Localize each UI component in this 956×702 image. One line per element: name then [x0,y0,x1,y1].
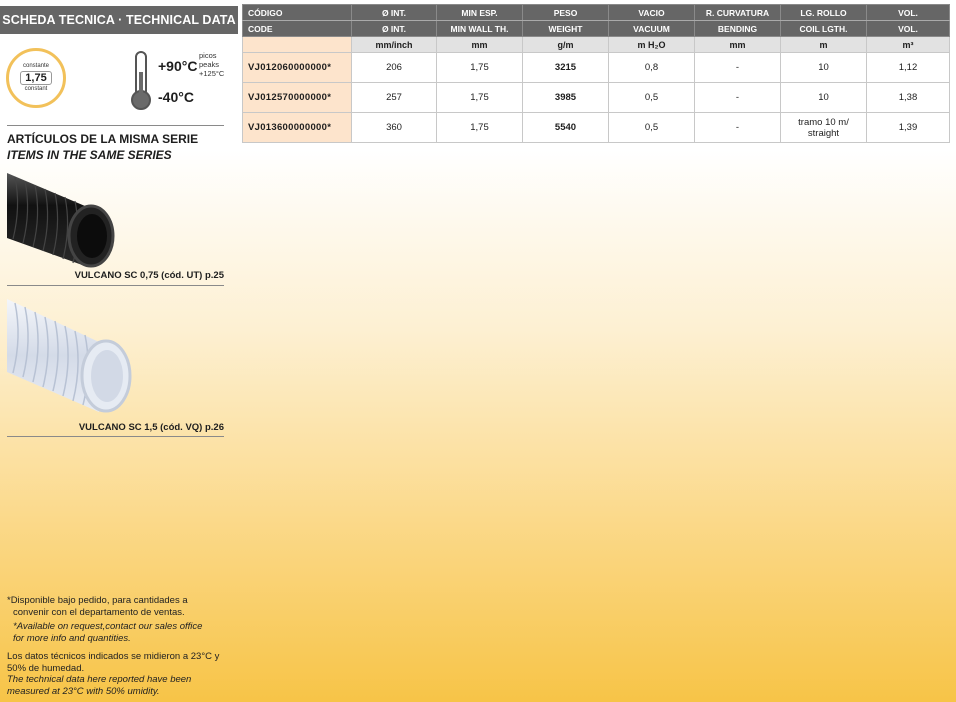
note-line: *Available on request,contact our sales office [13,621,203,632]
col-header: Ø INT. [352,5,437,21]
cell-volume: 1,39 [867,113,950,143]
badge-top-label: constante [22,63,50,69]
col-header: Ø INT. [352,21,437,37]
col-header: PESO [523,5,609,21]
measurement-note-es [7,651,219,674]
unit-cell: mm/inch [352,37,437,53]
cell-int-diameter: 360 [352,113,437,143]
cell-coil-length: tramo 10 m/ straight [781,113,867,143]
cell-coil-length: 10 [781,53,867,83]
divider [7,125,224,126]
unit-cell: mm [437,37,523,53]
cell-bending: - [695,53,781,83]
note-line: convenir con el departamento de ventas. [13,606,185,618]
peaks-value: +125°C [199,69,225,78]
temp-min: -40°C [158,89,194,105]
technical-data-header: SCHEDA TECNICA · TECHNICAL DATA [0,6,238,34]
units-row [243,37,950,53]
product-code: VJ013600000000* [243,113,352,143]
col-header: CODE [243,21,352,37]
col-header: VOL. [867,5,950,21]
cell-wall-thickness: 1,75 [437,113,523,143]
note-line: measured at 23°C with 50% umidity. [7,685,160,697]
product-code: VJ012570000000* [243,83,352,113]
hose-image-black [7,168,117,268]
series-title-en: ITEMS IN THE SAME SERIES [7,148,172,162]
divider [7,436,224,437]
header-row-es [243,5,950,21]
table-row [243,53,950,83]
cell-weight: 5540 [523,113,609,143]
cell-bending: - [695,83,781,113]
table-row [243,83,950,113]
divider [7,285,224,286]
table-row [243,113,950,143]
cell-weight: 3985 [523,83,609,113]
col-header: WEIGHT [523,21,609,37]
unit-cell: mm [695,37,781,53]
note-line: 50% de humedad. [7,662,85,674]
note-line: for more info and quantities. [13,632,131,644]
thickness-badge [6,48,66,108]
badge-bottom-label: constant [24,86,48,92]
series-title-es: ARTÍCULOS DE LA MISMA SERIE [7,132,199,146]
col-header: MIN WALL TH. [437,21,523,37]
peaks-es: picos [199,51,217,60]
note-line: The technical data here reported have been [7,674,192,685]
cell-int-diameter: 206 [352,53,437,83]
peak-temp-note [199,51,224,78]
cell-vacuum: 0,5 [609,83,695,113]
cell-weight: 3215 [523,53,609,83]
col-header: R. CURVATURA [695,5,781,21]
availability-note-es [7,595,188,618]
cell-wall-thickness: 1,75 [437,83,523,113]
technical-data-table [242,4,950,143]
col-header: CÓDIGO [243,5,352,21]
col-header: BENDING [695,21,781,37]
cell-wall-thickness: 1,75 [437,53,523,83]
unit-cell [243,37,352,53]
peaks-en: peaks [199,60,220,69]
series-item-caption: VULCANO SC 0,75 (cód. UT) p.25 [74,270,224,281]
product-code: VJ012060000000* [243,53,352,83]
col-header: LG. ROLLO [781,5,867,21]
availability-note-en [7,621,202,644]
cell-int-diameter: 257 [352,83,437,113]
col-header: VOL. [867,21,950,37]
header-row-en [243,21,950,37]
col-header: COIL LGTH. [781,21,867,37]
col-header: VACUUM [609,21,695,37]
measurement-note-en [7,674,191,697]
series-item-caption: VULCANO SC 1,5 (cód. VQ) p.26 [78,422,224,433]
cell-volume: 1,38 [867,83,950,113]
temp-max: +90°C [158,58,198,74]
badge-value: 1,75 [20,71,51,85]
unit-cell: m H₂O [609,37,695,53]
cell-vacuum: 0,8 [609,53,695,83]
unit-cell: m [781,37,867,53]
cell-bending: - [695,113,781,143]
cell-coil-length: 10 [781,83,867,113]
cell-volume: 1,12 [867,53,950,83]
note-line: *Disponible bajo pedido, para cantidades a [7,595,188,606]
hose-image-clear [7,296,132,414]
note-line: Los datos técnicos indicados se midieron a 23°C y [7,651,220,662]
sidebar [0,0,236,702]
unit-cell: m³ [867,37,950,53]
col-header: MIN ESP. [437,5,523,21]
unit-cell: g/m [523,37,609,53]
cell-vacuum: 0,5 [609,113,695,143]
col-header: VACIO [609,5,695,21]
thermometer-icon [126,50,156,112]
